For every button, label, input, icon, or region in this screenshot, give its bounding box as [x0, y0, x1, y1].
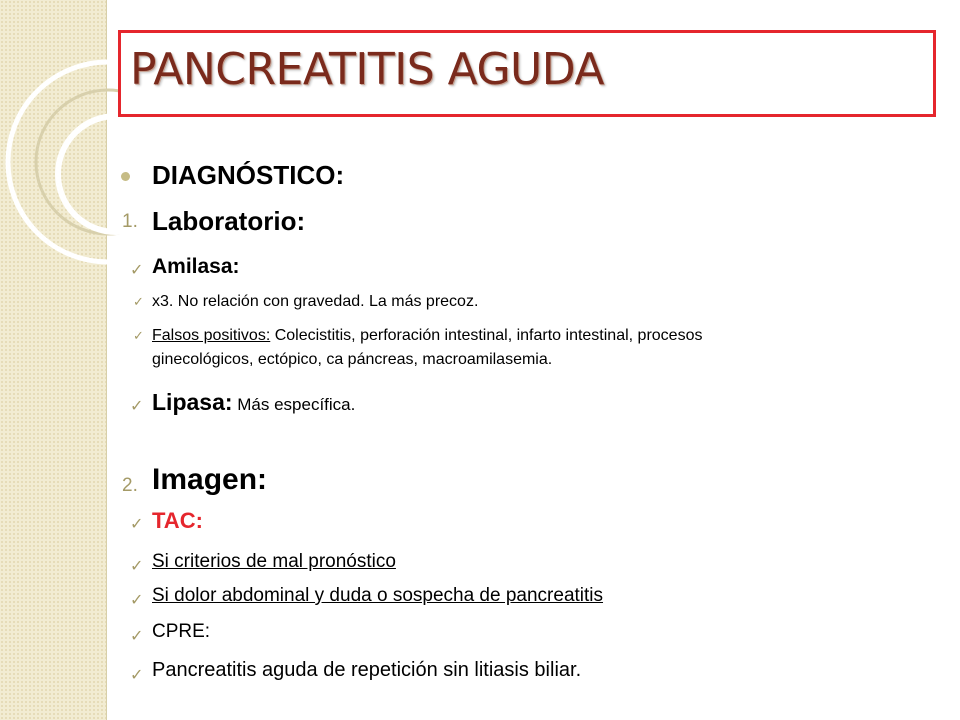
tac-criterio-pronostico: Si criterios de mal pronóstico [152, 551, 396, 572]
falsos-positivos-label: Falsos positivos: [152, 327, 271, 344]
list-number: 2. [122, 475, 138, 496]
section-heading: DIAGNÓSTICO: [152, 160, 345, 190]
list-heading-imagen: Imagen: [152, 463, 268, 496]
falsos-positivos-text: Colecistitis, perforación intestinal, infarto intestinal, procesos [270, 327, 703, 344]
amilasa-detail: x3. No relación con gravedad. La más precoz. [152, 293, 479, 310]
checkmark-icon: ✓ [130, 628, 144, 645]
tac-criterio-dolor: Si dolor abdominal y duda o sospecha de pancreatitis [152, 585, 604, 606]
checkmark-icon: ✓ [130, 516, 144, 533]
falsos-positivos-line2: ginecológicos, ectópico, ca páncreas, macroamilasemia. [152, 351, 553, 368]
checkmark-icon: ✓ [130, 262, 144, 279]
checkmark-icon: ✓ [133, 294, 144, 309]
list-number: 1. [122, 211, 138, 232]
falsos-positivos-line1 [152, 327, 702, 345]
checkmark-icon: ✓ [133, 328, 144, 343]
tac-label: TAC: [152, 508, 203, 533]
lipasa-detail: Más específica. [232, 395, 356, 414]
cpre-label: CPRE: [152, 621, 211, 642]
cpre-indicacion: Pancreatitis aguda de repetición sin litiasis biliar. [152, 659, 582, 681]
checkmark-icon: ✓ [130, 398, 144, 415]
lipasa-item [152, 389, 355, 416]
slide-title: PANCREATITIS AGUDA [130, 44, 604, 95]
lipasa-label: Lipasa: [152, 389, 233, 415]
bullet-icon [121, 172, 130, 181]
checkmark-icon: ✓ [130, 558, 144, 575]
checkmark-icon: ✓ [130, 592, 144, 609]
list-heading-laboratorio: Laboratorio: [152, 206, 306, 236]
amilasa-label: Amilasa: [152, 255, 240, 278]
checkmark-icon: ✓ [130, 667, 144, 684]
